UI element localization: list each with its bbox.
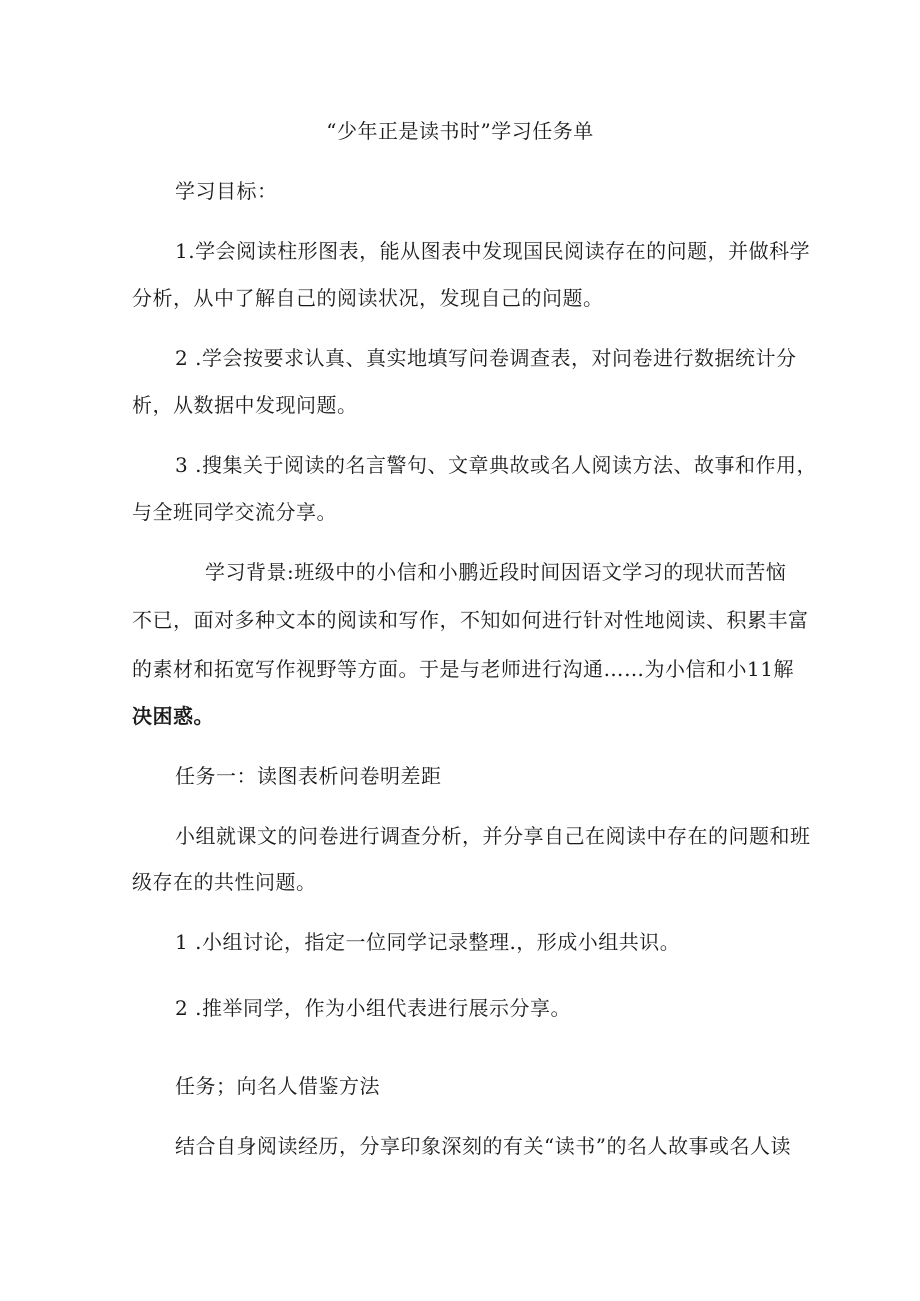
task-1-step-1: 1 .小组讨论，指定一位同学记录整理.，形成小组共识。 bbox=[175, 930, 681, 954]
background-line-1: 学习背景:班级中的小信和小鹏近段时间因语文学习的现状而苦恼 bbox=[205, 560, 787, 584]
objective-1-line-2: 分析，从中了解自己的阅读状况，发现自己的问题。 bbox=[132, 286, 604, 310]
background-line-2: 不已，面对多种文本的阅读和写作，不知如何进行针对性地阅读、积累丰富 bbox=[132, 608, 809, 632]
background-line-3: 的素材和拓宽写作视野等方面。于是与老师进行沟通……为小信和小11解 bbox=[132, 657, 794, 681]
objective-1-line-1: 1.学会阅读柱形图表，能从图表中发现国民阅读存在的问题，并做科学 bbox=[175, 239, 811, 263]
task-1-description-line-1: 小组就课文的问卷进行调查分析，并分享自己在阅读中存在的问题和班 bbox=[175, 824, 811, 848]
task-1-heading: 任务一：读图表析问卷明差距 bbox=[175, 764, 442, 788]
task-1-description-line-2: 级存在的共性问题。 bbox=[132, 870, 317, 894]
objective-3-line-2: 与全班同学交流分享。 bbox=[132, 500, 337, 524]
background-line-4: 决困惑。 bbox=[132, 704, 214, 728]
task-2-heading: 任务；向名人借鉴方法 bbox=[175, 1074, 380, 1098]
task-1-step-2: 2 .推举同学，作为小组代表进行展示分享。 bbox=[175, 996, 571, 1020]
document-title: “少年正是读书时”学习任务单 bbox=[326, 119, 594, 143]
objective-3-line-1: 3 .搜集关于阅读的名言警句、文章典故或名人阅读方法、故事和作用， bbox=[175, 453, 817, 477]
objective-2-line-1: 2 .学会按要求认真、真实地填写问卷调查表，对问卷进行数据统计分 bbox=[175, 346, 797, 370]
objectives-heading: 学习目标： bbox=[175, 179, 278, 203]
objective-2-line-2: 析，从数据中发现问题。 bbox=[132, 393, 358, 417]
task-2-description-line-1: 结合自身阅读经历，分享印象深刻的有关“读书”的名人故事或名人读 bbox=[175, 1134, 791, 1158]
